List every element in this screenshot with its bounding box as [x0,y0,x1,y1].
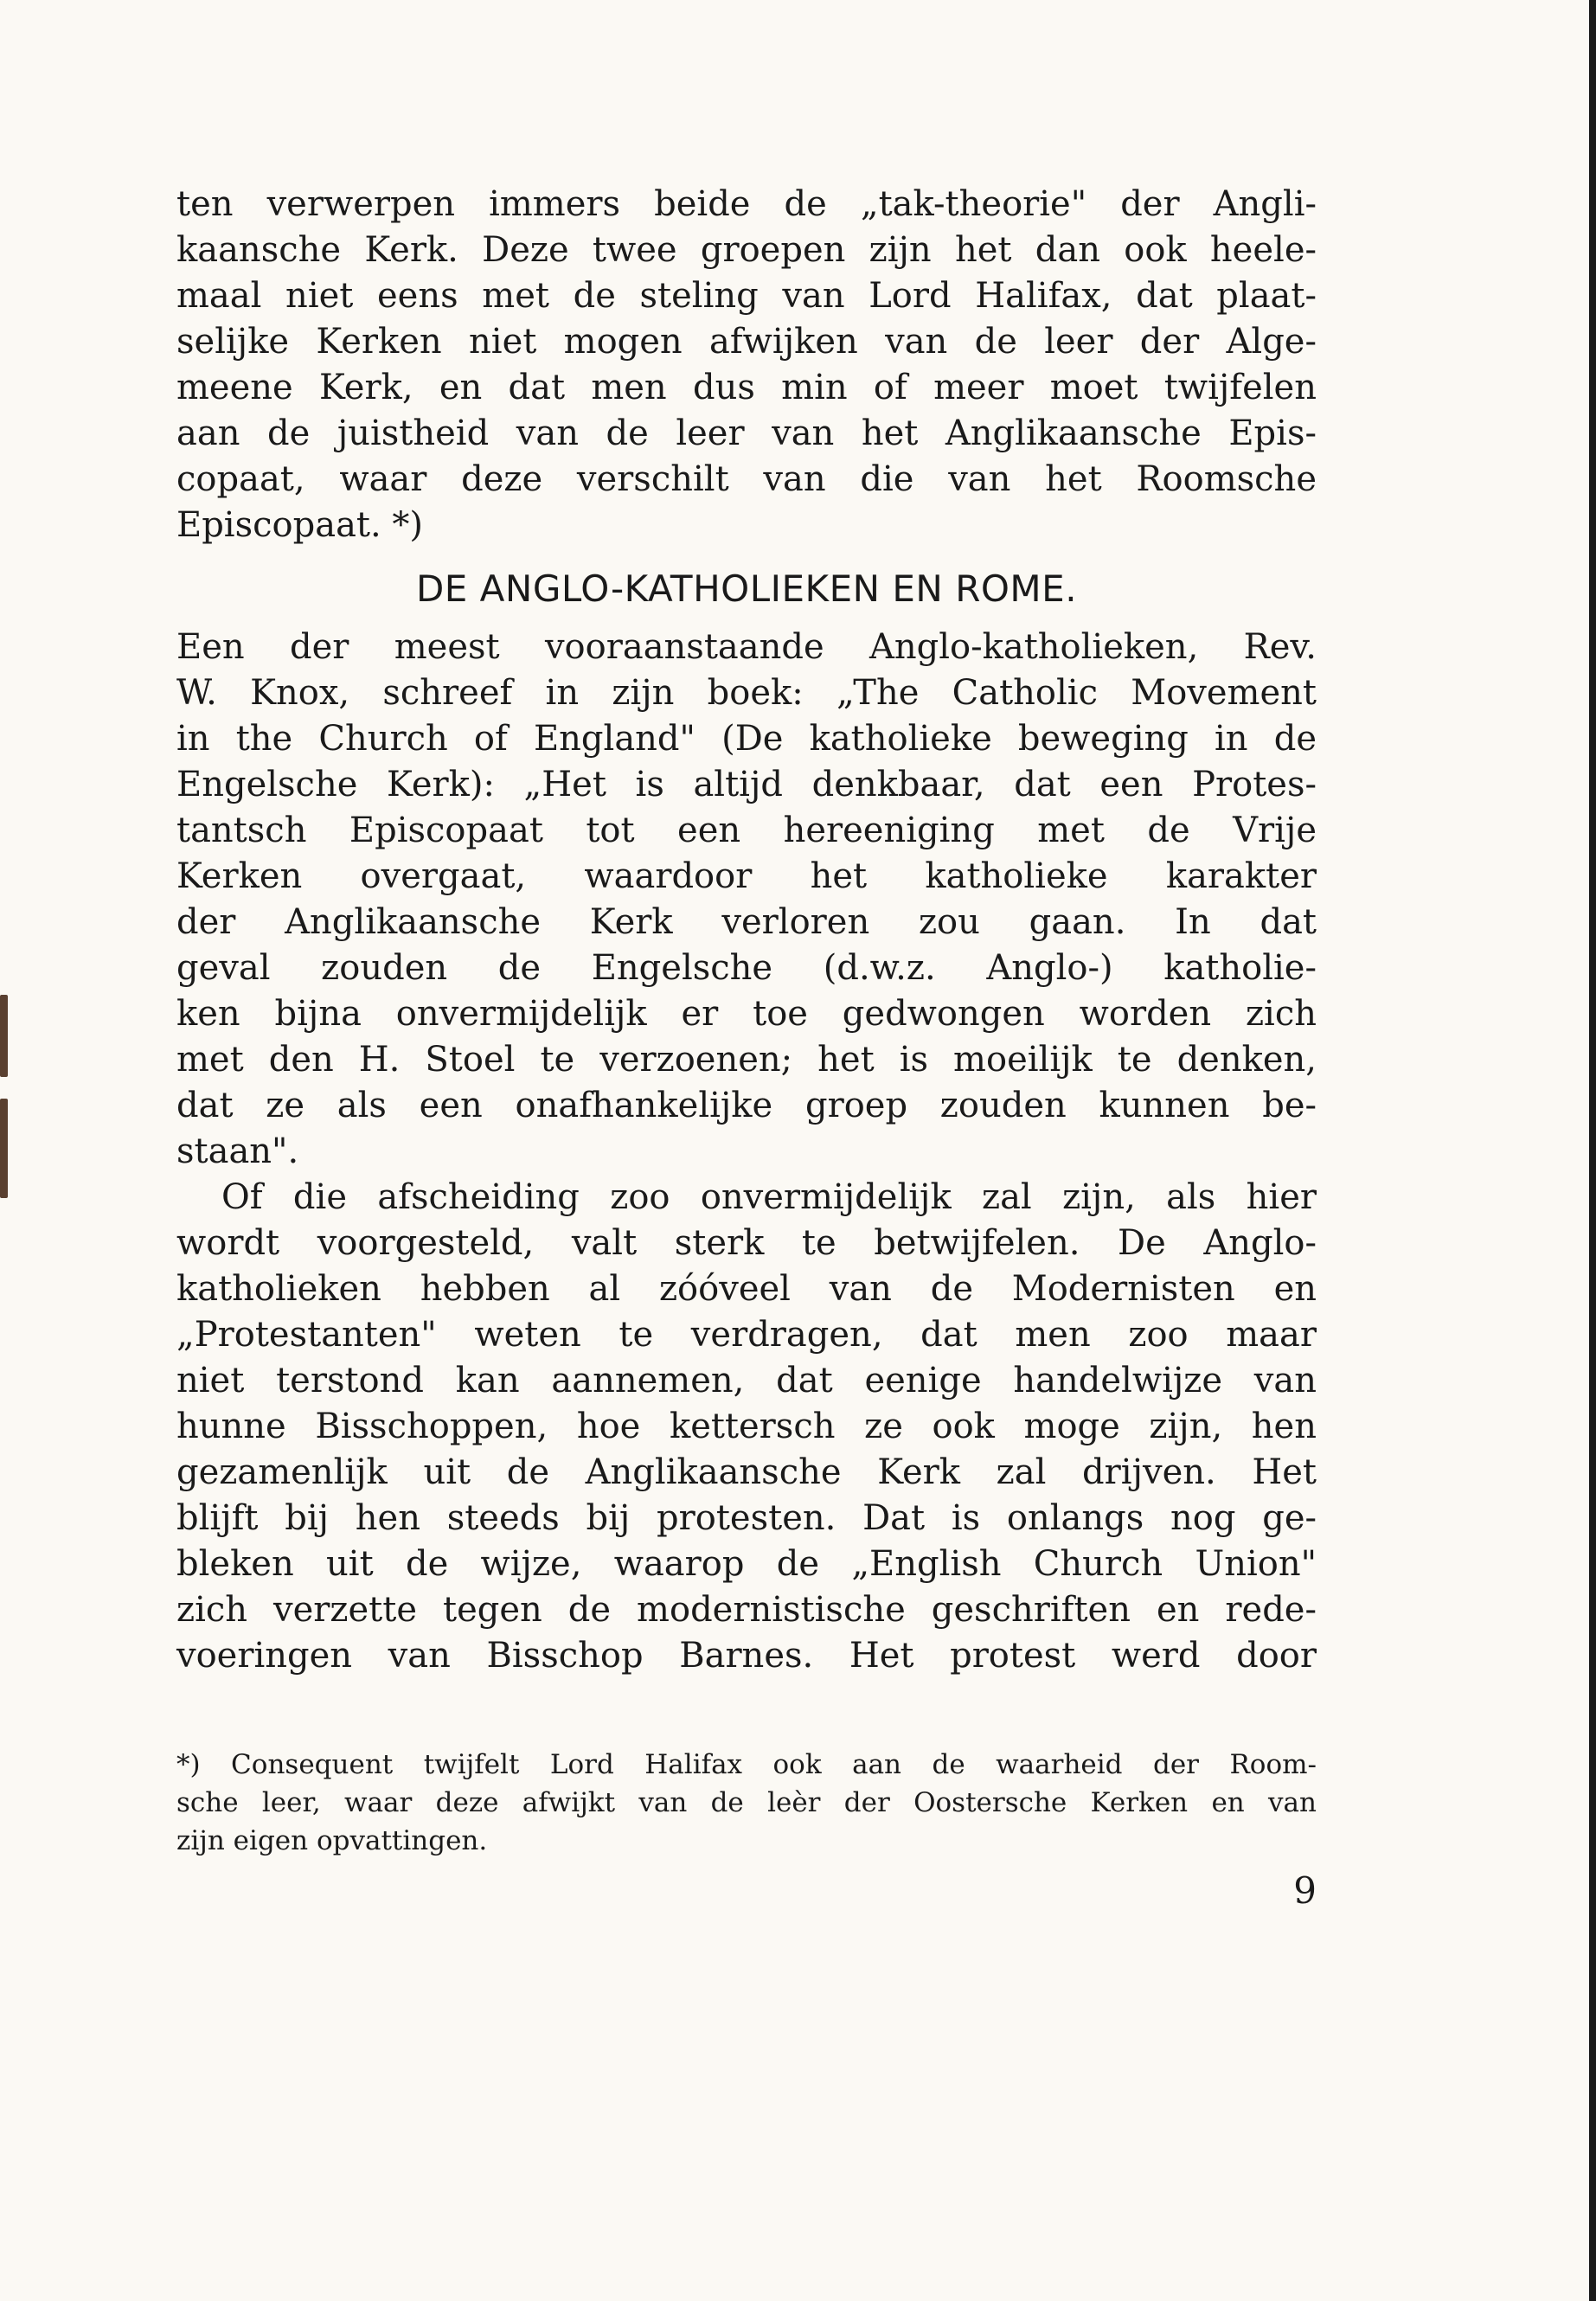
text-line: gezamenlijk uit de Anglikaansche Kerk zal drijven. Het [176,1452,1317,1492]
text-line: Engelsche Kerk): „Het is altijd denkbaar, dat een Protes- [176,765,1317,804]
text-line: ten verwerpen immers beide de „tak-theorie" der Angli- [176,184,1317,224]
text-line: „Protestanten" weten te verdragen, dat men zoo maar [176,1315,1317,1355]
spine-mark-upper [0,995,8,1077]
text-line: bleken uit de wijze, waarop de „English Church Union" [176,1544,1317,1584]
spine-mark-lower [0,1099,8,1198]
text-line: tantsch Episcopaat tot een hereeniging met de Vrije [176,811,1317,850]
text-line: kaansche Kerk. Deze twee groepen zijn het dan ook heele- [176,230,1317,270]
section-heading: DE ANGLO-KATHOLIEKEN EN ROME. [415,567,1078,610]
text-line: selijke Kerken niet mogen afwijken van de leer der Alge- [176,322,1317,362]
text-line: blijft bij hen steeds bij protesten. Dat is onlangs nog ge- [176,1498,1317,1538]
text-line: in the Church of England" (De katholieke beweging in de [176,719,1317,759]
text-line: niet terstond kan aannemen, dat eenige handelwijze van [176,1361,1317,1400]
text-line: geval zouden de Engelsche (d.w.z. Anglo-) katholie- [176,948,1317,988]
footnote-line: zijn eigen opvattingen. [176,1825,488,1856]
text-line: zich verzette tegen de modernistische geschriften en rede- [176,1590,1317,1630]
text-line: W. Knox, schreef in zijn boek: „The Catholic Movement [176,673,1317,713]
paragraph-continuation [176,182,1317,548]
text-line: wordt voorgesteld, valt sterk te betwijfelen. De Anglo- [176,1223,1317,1263]
text-line: staan". [176,1131,299,1171]
footnote-line: *) Consequent twijfelt Lord Halifax ook aan de waarheid der Room- [176,1749,1317,1780]
text-line: Episcopaat. *) [176,505,424,545]
text-line: ken bijna onvermijdelijk er toe gedwongen worden zich [176,994,1317,1034]
text-line: aan de juistheid van de leer van het Anglikaansche Epis- [176,413,1317,453]
text-line: der Anglikaansche Kerk verloren zou gaan. In dat [176,902,1317,942]
page-number: 9 [1293,1869,1317,1912]
body-text [176,182,1317,1679]
text-line: voeringen van Bisschop Barnes. Het protest werd door [176,1636,1317,1676]
page-edge-shadow [1589,0,1596,2301]
text-line: copaat, waar deze verschilt van die van het Roomsche [176,459,1317,499]
text-line: Een der meest vooraanstaande Anglo-katholieken, Rev. [176,627,1317,667]
text-line: hunne Bisschoppen, hoe kettersch ze ook moge zijn, hen [176,1407,1317,1446]
text-line: dat ze als een onafhankelijke groep zouden kunnen be- [176,1086,1317,1125]
text-line: Kerken overgaat, waardoor het katholieke karakter [176,856,1317,896]
paragraph-separation [176,1175,1317,1679]
text-line: met den H. Stoel te verzoenen; het is moeilijk te denken, [176,1040,1317,1080]
text-line: katholieken hebben al zóóveel van de Modernisten en [176,1269,1317,1309]
text-line: meene Kerk, en dat men dus min of meer moet twijfelen [176,368,1317,407]
text-line: Of die afscheiding zoo onvermijdelijk zal zijn, als hier [221,1177,1317,1217]
footnote-line: sche leer, waar deze afwijkt van de leèr der Oostersche Kerken en van [176,1787,1317,1818]
text-line: maal niet eens met de steling van Lord Halifax, dat plaat- [176,276,1317,316]
footnote [176,1746,1317,1860]
paragraph-knox-quote [176,625,1317,1175]
